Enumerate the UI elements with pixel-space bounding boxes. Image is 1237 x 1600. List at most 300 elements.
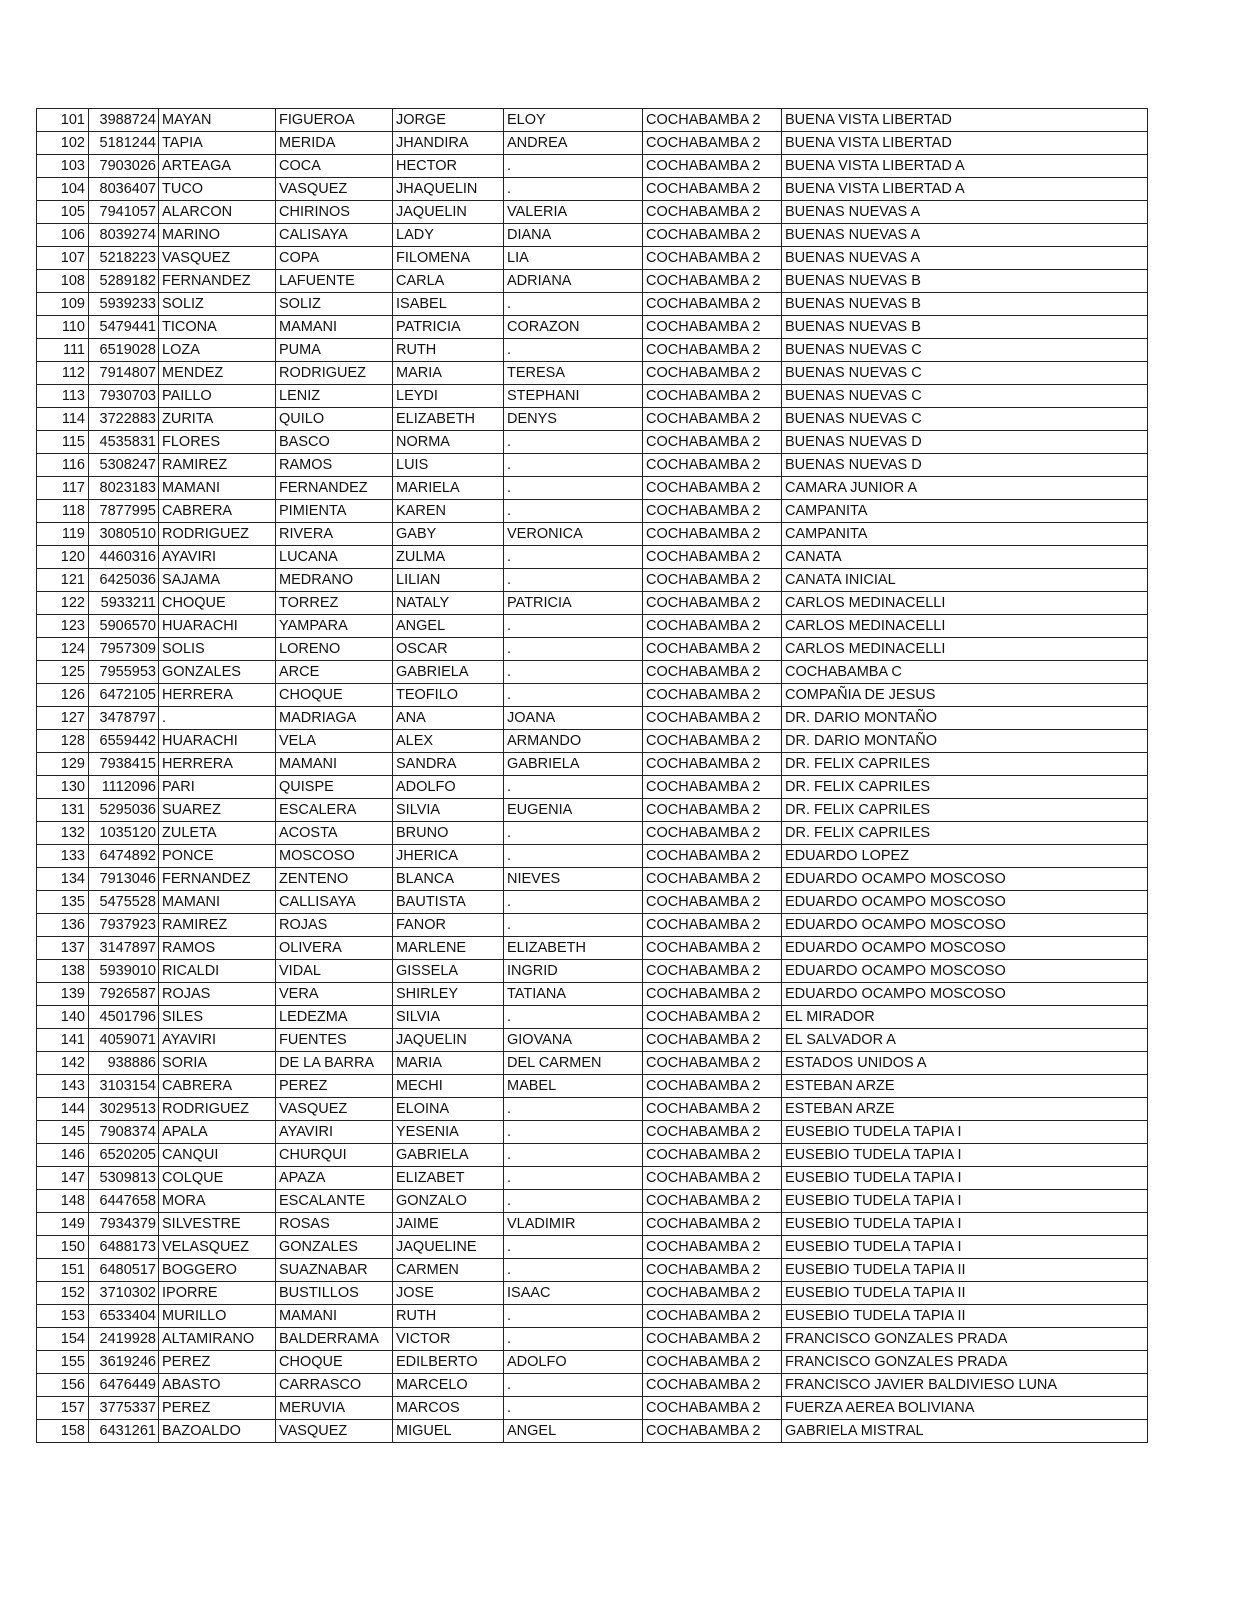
paternal-surname-cell: MAYAN bbox=[159, 109, 276, 132]
table-row bbox=[37, 914, 1148, 937]
table-row bbox=[37, 1075, 1148, 1098]
district-cell: COCHABAMBA 2 bbox=[643, 1282, 782, 1305]
district-cell: COCHABAMBA 2 bbox=[643, 1213, 782, 1236]
table-row bbox=[37, 155, 1148, 178]
ci-cell: 6431261 bbox=[89, 1420, 159, 1443]
ci-cell: 5933211 bbox=[89, 592, 159, 615]
school-cell: BUENAS NUEVAS B bbox=[782, 293, 1148, 316]
school-cell: EDUARDO LOPEZ bbox=[782, 845, 1148, 868]
first-name-cell: MIGUEL bbox=[393, 1420, 504, 1443]
district-cell: COCHABAMBA 2 bbox=[643, 385, 782, 408]
second-name-cell: . bbox=[504, 500, 643, 523]
second-name-cell: . bbox=[504, 293, 643, 316]
school-cell: EDUARDO OCAMPO MOSCOSO bbox=[782, 914, 1148, 937]
school-cell: CANATA INICIAL bbox=[782, 569, 1148, 592]
maternal-surname-cell: PEREZ bbox=[276, 1075, 393, 1098]
school-cell: BUENAS NUEVAS C bbox=[782, 385, 1148, 408]
paternal-surname-cell: ZULETA bbox=[159, 822, 276, 845]
paternal-surname-cell: PONCE bbox=[159, 845, 276, 868]
ci-cell: 6480517 bbox=[89, 1259, 159, 1282]
first-name-cell: GABRIELA bbox=[393, 661, 504, 684]
table-row bbox=[37, 454, 1148, 477]
school-cell: EUSEBIO TUDELA TAPIA I bbox=[782, 1167, 1148, 1190]
table-row bbox=[37, 661, 1148, 684]
table-row bbox=[37, 1098, 1148, 1121]
ci-cell: 8023183 bbox=[89, 477, 159, 500]
second-name-cell: ARMANDO bbox=[504, 730, 643, 753]
row-number-cell: 130 bbox=[37, 776, 89, 799]
district-cell: COCHABAMBA 2 bbox=[643, 707, 782, 730]
paternal-surname-cell: MORA bbox=[159, 1190, 276, 1213]
second-name-cell: . bbox=[504, 1305, 643, 1328]
paternal-surname-cell: VELASQUEZ bbox=[159, 1236, 276, 1259]
second-name-cell: GABRIELA bbox=[504, 753, 643, 776]
school-cell: EDUARDO OCAMPO MOSCOSO bbox=[782, 960, 1148, 983]
paternal-surname-cell: CABRERA bbox=[159, 1075, 276, 1098]
ci-cell: 4535831 bbox=[89, 431, 159, 454]
first-name-cell: ALEX bbox=[393, 730, 504, 753]
school-cell: DR. FELIX CAPRILES bbox=[782, 799, 1148, 822]
paternal-surname-cell: HERRERA bbox=[159, 684, 276, 707]
second-name-cell: ANDREA bbox=[504, 132, 643, 155]
ci-cell: 938886 bbox=[89, 1052, 159, 1075]
row-number-cell: 126 bbox=[37, 684, 89, 707]
table-row bbox=[37, 592, 1148, 615]
school-cell: DR. DARIO MONTAÑO bbox=[782, 730, 1148, 753]
ci-cell: 5479441 bbox=[89, 316, 159, 339]
ci-cell: 6447658 bbox=[89, 1190, 159, 1213]
ci-cell: 6520205 bbox=[89, 1144, 159, 1167]
table-row bbox=[37, 615, 1148, 638]
first-name-cell: VICTOR bbox=[393, 1328, 504, 1351]
ci-cell: 3775337 bbox=[89, 1397, 159, 1420]
district-cell: COCHABAMBA 2 bbox=[643, 1420, 782, 1443]
row-number-cell: 117 bbox=[37, 477, 89, 500]
maternal-surname-cell: MEDRANO bbox=[276, 569, 393, 592]
maternal-surname-cell: CHOQUE bbox=[276, 1351, 393, 1374]
second-name-cell: DENYS bbox=[504, 408, 643, 431]
table-row bbox=[37, 477, 1148, 500]
ci-cell: 5289182 bbox=[89, 270, 159, 293]
table-row bbox=[37, 569, 1148, 592]
table-row bbox=[37, 1190, 1148, 1213]
district-cell: COCHABAMBA 2 bbox=[643, 1190, 782, 1213]
second-name-cell: DEL CARMEN bbox=[504, 1052, 643, 1075]
second-name-cell: VLADIMIR bbox=[504, 1213, 643, 1236]
school-cell: BUENAS NUEVAS D bbox=[782, 431, 1148, 454]
district-cell: COCHABAMBA 2 bbox=[643, 523, 782, 546]
district-cell: COCHABAMBA 2 bbox=[643, 615, 782, 638]
ci-cell: 6476449 bbox=[89, 1374, 159, 1397]
paternal-surname-cell: TUCO bbox=[159, 178, 276, 201]
district-cell: COCHABAMBA 2 bbox=[643, 339, 782, 362]
maternal-surname-cell: LEDEZMA bbox=[276, 1006, 393, 1029]
table-row bbox=[37, 431, 1148, 454]
row-number-cell: 109 bbox=[37, 293, 89, 316]
table-row bbox=[37, 822, 1148, 845]
table-row bbox=[37, 1121, 1148, 1144]
row-number-cell: 149 bbox=[37, 1213, 89, 1236]
school-cell: BUENA VISTA LIBERTAD A bbox=[782, 178, 1148, 201]
first-name-cell: ELOINA bbox=[393, 1098, 504, 1121]
first-name-cell: MECHI bbox=[393, 1075, 504, 1098]
second-name-cell: . bbox=[504, 845, 643, 868]
row-number-cell: 155 bbox=[37, 1351, 89, 1374]
first-name-cell: GABY bbox=[393, 523, 504, 546]
row-number-cell: 150 bbox=[37, 1236, 89, 1259]
table-row bbox=[37, 868, 1148, 891]
table-row bbox=[37, 1282, 1148, 1305]
table-row bbox=[37, 1144, 1148, 1167]
row-number-cell: 113 bbox=[37, 385, 89, 408]
paternal-surname-cell: AYAVIRI bbox=[159, 546, 276, 569]
paternal-surname-cell: SOLIS bbox=[159, 638, 276, 661]
first-name-cell: CARLA bbox=[393, 270, 504, 293]
school-cell: CARLOS MEDINACELLI bbox=[782, 592, 1148, 615]
maternal-surname-cell: VELA bbox=[276, 730, 393, 753]
school-cell: BUENA VISTA LIBERTAD bbox=[782, 109, 1148, 132]
paternal-surname-cell: ZURITA bbox=[159, 408, 276, 431]
second-name-cell: ADOLFO bbox=[504, 1351, 643, 1374]
school-cell: FUERZA AEREA BOLIVIANA bbox=[782, 1397, 1148, 1420]
district-cell: COCHABAMBA 2 bbox=[643, 1397, 782, 1420]
maternal-surname-cell: LUCANA bbox=[276, 546, 393, 569]
row-number-cell: 138 bbox=[37, 960, 89, 983]
district-cell: COCHABAMBA 2 bbox=[643, 270, 782, 293]
school-cell: FRANCISCO GONZALES PRADA bbox=[782, 1351, 1148, 1374]
roster-table bbox=[36, 108, 1148, 1443]
row-number-cell: 122 bbox=[37, 592, 89, 615]
row-number-cell: 147 bbox=[37, 1167, 89, 1190]
first-name-cell: SILVIA bbox=[393, 799, 504, 822]
maternal-surname-cell: VASQUEZ bbox=[276, 1098, 393, 1121]
row-number-cell: 102 bbox=[37, 132, 89, 155]
ci-cell: 1112096 bbox=[89, 776, 159, 799]
table-row bbox=[37, 109, 1148, 132]
district-cell: COCHABAMBA 2 bbox=[643, 431, 782, 454]
maternal-surname-cell: SOLIZ bbox=[276, 293, 393, 316]
row-number-cell: 148 bbox=[37, 1190, 89, 1213]
paternal-surname-cell: MENDEZ bbox=[159, 362, 276, 385]
school-cell: ESTEBAN ARZE bbox=[782, 1098, 1148, 1121]
district-cell: COCHABAMBA 2 bbox=[643, 109, 782, 132]
district-cell: COCHABAMBA 2 bbox=[643, 247, 782, 270]
ci-cell: 6533404 bbox=[89, 1305, 159, 1328]
maternal-surname-cell: AYAVIRI bbox=[276, 1121, 393, 1144]
paternal-surname-cell: APALA bbox=[159, 1121, 276, 1144]
second-name-cell: ELIZABETH bbox=[504, 937, 643, 960]
ci-cell: 7937923 bbox=[89, 914, 159, 937]
district-cell: COCHABAMBA 2 bbox=[643, 500, 782, 523]
maternal-surname-cell: TORREZ bbox=[276, 592, 393, 615]
paternal-surname-cell: RICALDI bbox=[159, 960, 276, 983]
first-name-cell: MARIA bbox=[393, 1052, 504, 1075]
row-number-cell: 114 bbox=[37, 408, 89, 431]
row-number-cell: 129 bbox=[37, 753, 89, 776]
first-name-cell: LEYDI bbox=[393, 385, 504, 408]
school-cell: CARLOS MEDINACELLI bbox=[782, 638, 1148, 661]
maternal-surname-cell: BUSTILLOS bbox=[276, 1282, 393, 1305]
school-cell: EL SALVADOR A bbox=[782, 1029, 1148, 1052]
school-cell: BUENAS NUEVAS A bbox=[782, 201, 1148, 224]
row-number-cell: 142 bbox=[37, 1052, 89, 1075]
ci-cell: 7914807 bbox=[89, 362, 159, 385]
table-row bbox=[37, 224, 1148, 247]
first-name-cell: PATRICIA bbox=[393, 316, 504, 339]
paternal-surname-cell: FLORES bbox=[159, 431, 276, 454]
row-number-cell: 121 bbox=[37, 569, 89, 592]
school-cell: EDUARDO OCAMPO MOSCOSO bbox=[782, 891, 1148, 914]
maternal-surname-cell: CARRASCO bbox=[276, 1374, 393, 1397]
maternal-surname-cell: ARCE bbox=[276, 661, 393, 684]
district-cell: COCHABAMBA 2 bbox=[643, 454, 782, 477]
second-name-cell: . bbox=[504, 477, 643, 500]
first-name-cell: JHAQUELIN bbox=[393, 178, 504, 201]
school-cell: EUSEBIO TUDELA TAPIA I bbox=[782, 1213, 1148, 1236]
maternal-surname-cell: LAFUENTE bbox=[276, 270, 393, 293]
table-row bbox=[37, 1006, 1148, 1029]
first-name-cell: JAQUELIN bbox=[393, 201, 504, 224]
second-name-cell: VALERIA bbox=[504, 201, 643, 224]
row-number-cell: 106 bbox=[37, 224, 89, 247]
first-name-cell: JHERICA bbox=[393, 845, 504, 868]
district-cell: COCHABAMBA 2 bbox=[643, 1121, 782, 1144]
second-name-cell: MABEL bbox=[504, 1075, 643, 1098]
table-row bbox=[37, 1167, 1148, 1190]
school-cell: BUENAS NUEVAS C bbox=[782, 339, 1148, 362]
table-row bbox=[37, 201, 1148, 224]
first-name-cell: CARMEN bbox=[393, 1259, 504, 1282]
row-number-cell: 110 bbox=[37, 316, 89, 339]
second-name-cell: . bbox=[504, 822, 643, 845]
row-number-cell: 158 bbox=[37, 1420, 89, 1443]
maternal-surname-cell: DE LA BARRA bbox=[276, 1052, 393, 1075]
school-cell: BUENAS NUEVAS A bbox=[782, 224, 1148, 247]
district-cell: COCHABAMBA 2 bbox=[643, 1006, 782, 1029]
maternal-surname-cell: PUMA bbox=[276, 339, 393, 362]
paternal-surname-cell: HERRERA bbox=[159, 753, 276, 776]
first-name-cell: NORMA bbox=[393, 431, 504, 454]
maternal-surname-cell: RAMOS bbox=[276, 454, 393, 477]
ci-cell: 6519028 bbox=[89, 339, 159, 362]
row-number-cell: 107 bbox=[37, 247, 89, 270]
paternal-surname-cell: ALTAMIRANO bbox=[159, 1328, 276, 1351]
school-cell: EUSEBIO TUDELA TAPIA I bbox=[782, 1236, 1148, 1259]
district-cell: COCHABAMBA 2 bbox=[643, 1374, 782, 1397]
ci-cell: 7955953 bbox=[89, 661, 159, 684]
school-cell: COMPAÑIA DE JESUS bbox=[782, 684, 1148, 707]
school-cell: DR. FELIX CAPRILES bbox=[782, 822, 1148, 845]
second-name-cell: . bbox=[504, 1144, 643, 1167]
table-row bbox=[37, 132, 1148, 155]
maternal-surname-cell: QUISPE bbox=[276, 776, 393, 799]
row-number-cell: 111 bbox=[37, 339, 89, 362]
row-number-cell: 123 bbox=[37, 615, 89, 638]
district-cell: COCHABAMBA 2 bbox=[643, 661, 782, 684]
table-row bbox=[37, 500, 1148, 523]
paternal-surname-cell: PAILLO bbox=[159, 385, 276, 408]
school-cell: CAMARA JUNIOR A bbox=[782, 477, 1148, 500]
paternal-surname-cell: CANQUI bbox=[159, 1144, 276, 1167]
maternal-surname-cell: APAZA bbox=[276, 1167, 393, 1190]
paternal-surname-cell: SORIA bbox=[159, 1052, 276, 1075]
first-name-cell: ZULMA bbox=[393, 546, 504, 569]
maternal-surname-cell: VERA bbox=[276, 983, 393, 1006]
school-cell: CANATA bbox=[782, 546, 1148, 569]
district-cell: COCHABAMBA 2 bbox=[643, 569, 782, 592]
first-name-cell: ELIZABETH bbox=[393, 408, 504, 431]
ci-cell: 7903026 bbox=[89, 155, 159, 178]
table-row bbox=[37, 385, 1148, 408]
row-number-cell: 157 bbox=[37, 1397, 89, 1420]
first-name-cell: MARIA bbox=[393, 362, 504, 385]
paternal-surname-cell: PEREZ bbox=[159, 1351, 276, 1374]
paternal-surname-cell: ROJAS bbox=[159, 983, 276, 1006]
row-number-cell: 143 bbox=[37, 1075, 89, 1098]
district-cell: COCHABAMBA 2 bbox=[643, 132, 782, 155]
district-cell: COCHABAMBA 2 bbox=[643, 1052, 782, 1075]
maternal-surname-cell: ESCALANTE bbox=[276, 1190, 393, 1213]
row-number-cell: 112 bbox=[37, 362, 89, 385]
ci-cell: 5218223 bbox=[89, 247, 159, 270]
second-name-cell: VERONICA bbox=[504, 523, 643, 546]
ci-cell: 6559442 bbox=[89, 730, 159, 753]
first-name-cell: HECTOR bbox=[393, 155, 504, 178]
school-cell: BUENAS NUEVAS B bbox=[782, 270, 1148, 293]
first-name-cell: GISSELA bbox=[393, 960, 504, 983]
paternal-surname-cell: ALARCON bbox=[159, 201, 276, 224]
row-number-cell: 118 bbox=[37, 500, 89, 523]
table-row bbox=[37, 707, 1148, 730]
table-row bbox=[37, 960, 1148, 983]
district-cell: COCHABAMBA 2 bbox=[643, 224, 782, 247]
first-name-cell: RUTH bbox=[393, 339, 504, 362]
row-number-cell: 120 bbox=[37, 546, 89, 569]
row-number-cell: 125 bbox=[37, 661, 89, 684]
second-name-cell: . bbox=[504, 891, 643, 914]
school-cell: GABRIELA MISTRAL bbox=[782, 1420, 1148, 1443]
school-cell: EUSEBIO TUDELA TAPIA I bbox=[782, 1190, 1148, 1213]
district-cell: COCHABAMBA 2 bbox=[643, 822, 782, 845]
paternal-surname-cell: PEREZ bbox=[159, 1397, 276, 1420]
first-name-cell: JORGE bbox=[393, 109, 504, 132]
maternal-surname-cell: ZENTENO bbox=[276, 868, 393, 891]
ci-cell: 7926587 bbox=[89, 983, 159, 1006]
maternal-surname-cell: LORENO bbox=[276, 638, 393, 661]
school-cell: COCHABAMBA C bbox=[782, 661, 1148, 684]
row-number-cell: 132 bbox=[37, 822, 89, 845]
paternal-surname-cell: CABRERA bbox=[159, 500, 276, 523]
row-number-cell: 134 bbox=[37, 868, 89, 891]
school-cell: BUENAS NUEVAS B bbox=[782, 316, 1148, 339]
second-name-cell: . bbox=[504, 178, 643, 201]
table-row bbox=[37, 546, 1148, 569]
first-name-cell: FANOR bbox=[393, 914, 504, 937]
ci-cell: 3103154 bbox=[89, 1075, 159, 1098]
ci-cell: 5939010 bbox=[89, 960, 159, 983]
row-number-cell: 103 bbox=[37, 155, 89, 178]
row-number-cell: 136 bbox=[37, 914, 89, 937]
maternal-surname-cell: CHURQUI bbox=[276, 1144, 393, 1167]
paternal-surname-cell: SILVESTRE bbox=[159, 1213, 276, 1236]
district-cell: COCHABAMBA 2 bbox=[643, 937, 782, 960]
second-name-cell: ELOY bbox=[504, 109, 643, 132]
paternal-surname-cell: GONZALES bbox=[159, 661, 276, 684]
second-name-cell: . bbox=[504, 638, 643, 661]
district-cell: COCHABAMBA 2 bbox=[643, 960, 782, 983]
paternal-surname-cell: . bbox=[159, 707, 276, 730]
first-name-cell: ELIZABET bbox=[393, 1167, 504, 1190]
maternal-surname-cell: CALISAYA bbox=[276, 224, 393, 247]
school-cell: BUENAS NUEVAS C bbox=[782, 408, 1148, 431]
second-name-cell: DIANA bbox=[504, 224, 643, 247]
district-cell: COCHABAMBA 2 bbox=[643, 1144, 782, 1167]
ci-cell: 6472105 bbox=[89, 684, 159, 707]
table-row bbox=[37, 1305, 1148, 1328]
ci-cell: 7957309 bbox=[89, 638, 159, 661]
school-cell: DR. FELIX CAPRILES bbox=[782, 776, 1148, 799]
maternal-surname-cell: BALDERRAMA bbox=[276, 1328, 393, 1351]
second-name-cell: LIA bbox=[504, 247, 643, 270]
school-cell: FRANCISCO GONZALES PRADA bbox=[782, 1328, 1148, 1351]
first-name-cell: ISABEL bbox=[393, 293, 504, 316]
ci-cell: 7913046 bbox=[89, 868, 159, 891]
ci-cell: 2419928 bbox=[89, 1328, 159, 1351]
ci-cell: 4460316 bbox=[89, 546, 159, 569]
first-name-cell: ANA bbox=[393, 707, 504, 730]
row-number-cell: 124 bbox=[37, 638, 89, 661]
first-name-cell: FILOMENA bbox=[393, 247, 504, 270]
school-cell: EDUARDO OCAMPO MOSCOSO bbox=[782, 937, 1148, 960]
maternal-surname-cell: MERUVIA bbox=[276, 1397, 393, 1420]
district-cell: COCHABAMBA 2 bbox=[643, 868, 782, 891]
paternal-surname-cell: TAPIA bbox=[159, 132, 276, 155]
second-name-cell: . bbox=[504, 1397, 643, 1420]
maternal-surname-cell: VASQUEZ bbox=[276, 178, 393, 201]
school-cell: CARLOS MEDINACELLI bbox=[782, 615, 1148, 638]
table-row bbox=[37, 1213, 1148, 1236]
table-row bbox=[37, 1374, 1148, 1397]
first-name-cell: OSCAR bbox=[393, 638, 504, 661]
ci-cell: 3478797 bbox=[89, 707, 159, 730]
school-cell: EDUARDO OCAMPO MOSCOSO bbox=[782, 983, 1148, 1006]
second-name-cell: EUGENIA bbox=[504, 799, 643, 822]
paternal-surname-cell: TICONA bbox=[159, 316, 276, 339]
maternal-surname-cell: QUILO bbox=[276, 408, 393, 431]
first-name-cell: MARCOS bbox=[393, 1397, 504, 1420]
paternal-surname-cell: LOZA bbox=[159, 339, 276, 362]
table-row bbox=[37, 523, 1148, 546]
school-cell: BUENA VISTA LIBERTAD A bbox=[782, 155, 1148, 178]
table-row bbox=[37, 891, 1148, 914]
first-name-cell: ADOLFO bbox=[393, 776, 504, 799]
paternal-surname-cell: FERNANDEZ bbox=[159, 270, 276, 293]
maternal-surname-cell: LENIZ bbox=[276, 385, 393, 408]
row-number-cell: 141 bbox=[37, 1029, 89, 1052]
district-cell: COCHABAMBA 2 bbox=[643, 891, 782, 914]
second-name-cell: ANGEL bbox=[504, 1420, 643, 1443]
table-row bbox=[37, 1397, 1148, 1420]
school-cell: EUSEBIO TUDELA TAPIA I bbox=[782, 1121, 1148, 1144]
district-cell: COCHABAMBA 2 bbox=[643, 1236, 782, 1259]
maternal-surname-cell: FUENTES bbox=[276, 1029, 393, 1052]
second-name-cell: . bbox=[504, 1098, 643, 1121]
second-name-cell: . bbox=[504, 776, 643, 799]
first-name-cell: JAIME bbox=[393, 1213, 504, 1236]
first-name-cell: BAUTISTA bbox=[393, 891, 504, 914]
second-name-cell: . bbox=[504, 1121, 643, 1144]
school-cell: DR. DARIO MONTAÑO bbox=[782, 707, 1148, 730]
